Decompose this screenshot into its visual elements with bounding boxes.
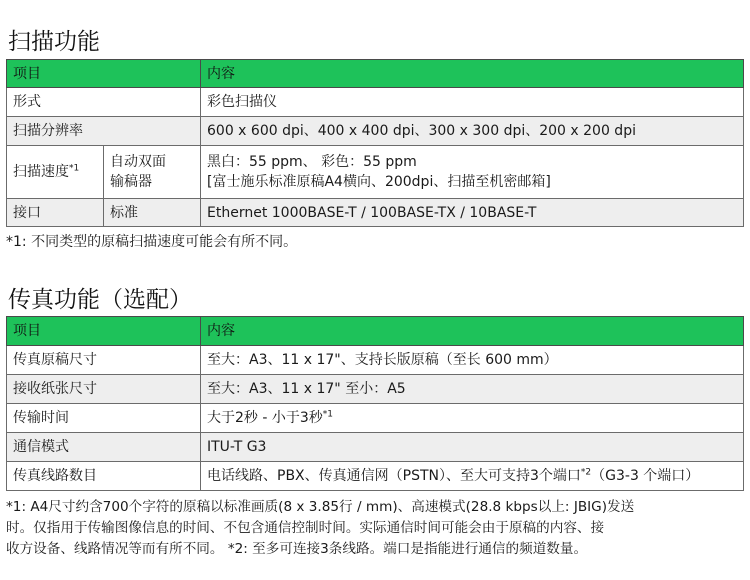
table-row	[7, 346, 744, 375]
row-label: 传真原稿尺寸	[7, 346, 201, 375]
header-content: 内容	[201, 317, 744, 346]
row-sub-label	[104, 146, 201, 199]
row-value: ITU-T G3	[201, 433, 744, 462]
value-tail: （G3-3 个端口）	[591, 468, 700, 484]
header-content: 内容	[201, 60, 744, 88]
footnote-marker: *1	[69, 163, 80, 174]
value-line: 黑白：55 ppm、 彩色：55 ppm	[207, 154, 417, 170]
row-value: Ethernet 1000BASE-T / 100BASE-TX / 10BASE-T	[201, 199, 744, 227]
sub-label-line: 输稿器	[110, 174, 152, 190]
row-value: 彩色扫描仪	[201, 88, 744, 117]
row-sub-label: 标准	[104, 199, 201, 227]
row-label: 扫描分辨率	[7, 117, 201, 146]
row-value: 至大：A3、11 x 17"、支持长版原稿（至长 600 mm）	[201, 346, 744, 375]
speed-label-text: 扫描速度	[13, 164, 69, 180]
sub-label-line: 自动双面	[110, 154, 166, 170]
table-row	[7, 375, 744, 404]
header-item: 项目	[7, 60, 201, 88]
table-row	[7, 146, 744, 199]
fax-spec-table	[6, 316, 744, 491]
value-text: 电话线路、PBX、传真通信网（PSTN）、至大可支持3个端口	[207, 468, 581, 484]
row-value: 至大：A3、11 x 17" 至小：A5	[201, 375, 744, 404]
scan-spec-table	[6, 59, 744, 227]
footnote-marker: *1	[322, 409, 334, 420]
table-row	[7, 199, 744, 227]
row-label: 接口	[7, 199, 104, 227]
row-label: 传输时间	[7, 404, 201, 433]
footnote-line: 收方设备、线路情况等而有所不同。 *2: 至多可连接3条线路。端口是指能进行通信的频道数量。	[6, 541, 588, 557]
scan-section-title: 扫描功能	[8, 29, 100, 55]
row-label: 传真线路数目	[7, 462, 201, 491]
table-row	[7, 117, 744, 146]
row-value	[201, 404, 744, 433]
row-value	[201, 146, 744, 199]
header-item: 项目	[7, 317, 201, 346]
footnote-line: 时。仅指用于传输图像信息的时间、不包含通信控制时间。实际通信时间可能会由于原稿的内容、接	[6, 520, 605, 536]
table-row	[7, 462, 744, 491]
row-label: 接收纸张尺寸	[7, 375, 201, 404]
row-value: 600 x 600 dpi、400 x 400 dpi、300 x 300 dpi、200 x 200 dpi	[201, 117, 744, 146]
table-row	[7, 433, 744, 462]
footnote-line: *1: A4尺寸约含700个字符的原稿以标准画质(8 x 3.85行 / mm)、高速模式(28.8 kbps以上: JBIG)发送	[6, 499, 635, 515]
table-row	[7, 404, 744, 433]
value-text: 大于2秒 - 小于3秒	[207, 410, 323, 426]
scan-footnote: *1: 不同类型的原稿扫描速度可能会有所不同。	[6, 234, 298, 250]
row-value	[201, 462, 744, 491]
scan-table-header	[7, 60, 744, 88]
row-label	[7, 146, 104, 199]
table-row	[7, 88, 744, 117]
fax-footnote	[6, 497, 744, 560]
row-label: 通信模式	[7, 433, 201, 462]
row-label: 形式	[7, 88, 201, 117]
fax-table-header	[7, 317, 744, 346]
footnote-marker: *2	[580, 467, 592, 478]
value-line: [富士施乐标准原稿A4横向、200dpi、扫描至机密邮箱]	[207, 174, 551, 190]
fax-section-title: 传真功能（选配）	[8, 287, 192, 313]
